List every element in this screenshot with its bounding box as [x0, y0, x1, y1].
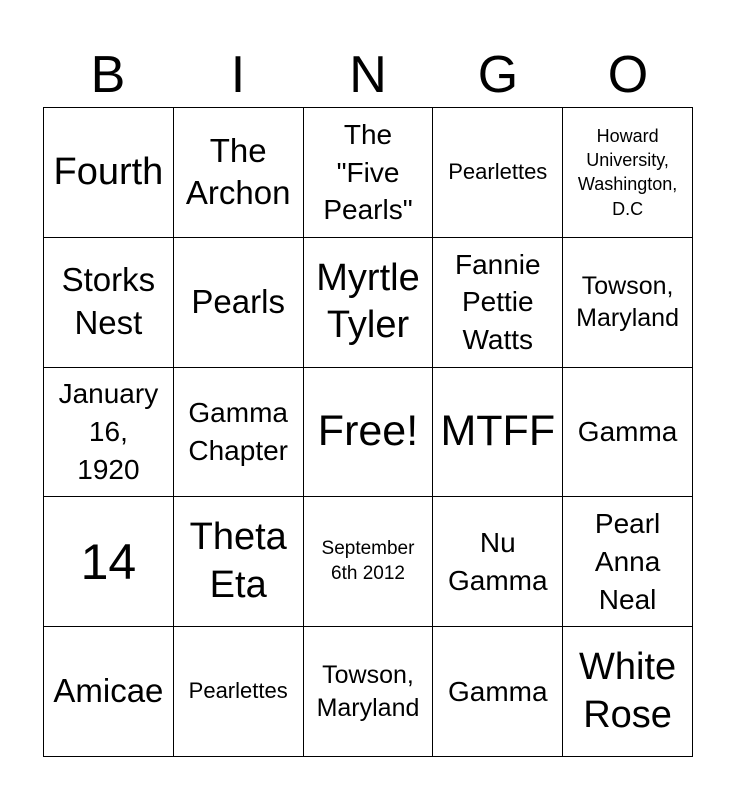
cell-label: The "Five Pearls": [323, 118, 413, 226]
bingo-cell-r4c4[interactable]: [433, 497, 563, 627]
bingo-cell-r5c1[interactable]: [44, 627, 174, 757]
cell-label: White Rose: [579, 646, 677, 736]
bingo-cell-r5c2[interactable]: [174, 627, 304, 757]
bingo-cell-r1c2[interactable]: [174, 108, 304, 238]
cell-label: MTFF: [440, 407, 556, 456]
cell-label: Pearl Anna Neal: [594, 508, 661, 615]
cell-label: Gamma: [577, 416, 678, 448]
bingo-cell-r2c4[interactable]: [433, 238, 563, 368]
bingo-cell-r1c4[interactable]: [433, 108, 563, 238]
cell-label: Howard University, Washington, D.C: [577, 125, 678, 219]
cell-label: Amicae: [53, 672, 164, 710]
bingo-cell-r1c1[interactable]: [44, 108, 174, 238]
bingo-cell-r3c2[interactable]: [174, 368, 304, 498]
cell-label: Pearlettes: [188, 678, 288, 704]
cell-label: Pearls: [191, 282, 285, 320]
cell-label: Pearlettes: [448, 159, 548, 185]
bingo-cell-r1c5[interactable]: [563, 108, 693, 238]
bingo-cell-r5c3[interactable]: [304, 627, 434, 757]
bingo-cell-r4c3[interactable]: [304, 497, 434, 627]
bingo-cell-r3c4[interactable]: [433, 368, 563, 498]
cell-label: Fourth: [53, 150, 164, 193]
bingo-board: [43, 107, 693, 757]
cell-label: Gamma Chapter: [188, 397, 288, 466]
bingo-cell-r1c3[interactable]: [304, 108, 434, 238]
free-space-label: Free!: [317, 407, 419, 456]
cell-label: Myrtle Tyler: [316, 256, 420, 347]
bingo-cell-r3c1[interactable]: [44, 368, 174, 498]
cell-label: Towson, Maryland: [576, 271, 679, 333]
header-letter-o: O: [607, 46, 649, 104]
cell-label: Fannie Pettie Watts: [454, 248, 541, 356]
bingo-cell-r4c5[interactable]: [563, 497, 693, 627]
cell-label: Theta Eta: [189, 516, 287, 606]
cell-label: 14: [80, 533, 137, 590]
bingo-cell-r5c4[interactable]: [433, 627, 563, 757]
header-letter-i: I: [230, 46, 246, 104]
cell-label: Towson, Maryland: [316, 661, 420, 722]
header-letter-n: N: [349, 46, 387, 104]
bingo-cell-r2c3[interactable]: [304, 238, 434, 368]
header-letter-g: G: [477, 46, 519, 104]
cell-label: January 16, 1920: [58, 378, 159, 485]
bingo-cell-r5c5[interactable]: [563, 627, 693, 757]
cell-label: Storks Nest: [61, 261, 156, 342]
bingo-cell-r2c5[interactable]: [563, 238, 693, 368]
bingo-cell-r2c2[interactable]: [174, 238, 304, 368]
cell-label: Gamma: [448, 675, 548, 707]
bingo-cell-r3c5[interactable]: [563, 368, 693, 498]
bingo-header: [43, 44, 693, 106]
bingo-cell-r2c1[interactable]: [44, 238, 174, 368]
bingo-cell-r4c2[interactable]: [174, 497, 304, 627]
cell-label: September 6th 2012: [321, 538, 415, 584]
cell-label: The Archon: [185, 131, 291, 212]
cell-label: Nu Gamma: [448, 526, 548, 596]
bingo-cell-r4c1[interactable]: [44, 497, 174, 627]
bingo-cell-r3c3-free[interactable]: [304, 368, 434, 498]
header-letter-b: B: [90, 46, 126, 104]
